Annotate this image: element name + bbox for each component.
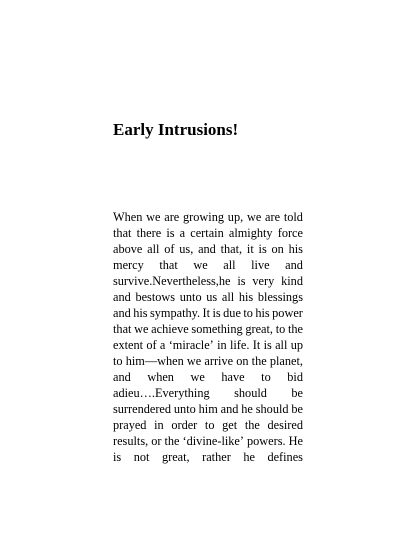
word: ‘miracle’ <box>168 338 214 352</box>
word: should <box>234 386 267 400</box>
word: is <box>263 338 272 352</box>
word: almighty <box>228 226 273 240</box>
word: defines <box>267 450 303 464</box>
word: have <box>221 370 245 384</box>
word: mercy <box>113 258 144 272</box>
word: power <box>272 306 303 320</box>
word: the <box>164 434 180 448</box>
word: planet, <box>269 354 303 368</box>
word: all <box>223 258 236 272</box>
word: kind <box>281 274 303 288</box>
word: is <box>166 226 175 240</box>
word: we <box>193 258 208 272</box>
text-line <box>113 273 303 289</box>
word: that <box>113 226 132 240</box>
text-line <box>113 337 303 353</box>
word: ‘divine-like’ <box>182 434 244 448</box>
word: we <box>146 210 161 224</box>
word: achieve <box>151 322 189 336</box>
word: we <box>246 210 262 224</box>
word: his <box>238 290 254 304</box>
word: due <box>223 306 241 320</box>
word: and <box>285 258 303 272</box>
word: in <box>217 338 227 352</box>
word: that <box>113 322 132 336</box>
word: we <box>190 370 205 384</box>
word: to <box>261 370 271 384</box>
word: on <box>236 354 249 368</box>
word: not <box>133 450 150 464</box>
word: his <box>255 306 270 320</box>
word: are <box>265 210 281 224</box>
word: us, <box>179 242 194 256</box>
word: powers. <box>247 434 286 448</box>
word: to <box>204 418 215 432</box>
word: up, <box>227 210 244 224</box>
word: is <box>212 306 221 320</box>
word: that, <box>220 242 243 256</box>
word: unto <box>179 290 202 304</box>
word: rather <box>202 450 231 464</box>
word: up <box>290 338 303 352</box>
word: should <box>255 402 289 416</box>
word: we <box>134 322 149 336</box>
text-line <box>113 433 303 449</box>
word: adieu….Everything <box>113 386 210 400</box>
word: and <box>198 242 216 256</box>
text-line <box>113 321 303 337</box>
text-line <box>113 225 303 241</box>
word: order <box>171 418 198 432</box>
word: growing <box>183 210 225 224</box>
word: results, <box>113 434 149 448</box>
word: great, <box>245 322 273 336</box>
text-line <box>113 353 303 369</box>
word: desired <box>267 418 303 432</box>
word: surrendered <box>113 402 172 416</box>
text-line <box>113 305 303 321</box>
word: it <box>246 242 254 256</box>
word: there <box>136 226 162 240</box>
word: us <box>206 290 218 304</box>
word: arrive <box>204 354 234 368</box>
word: life. <box>229 338 250 352</box>
chapter-title: Early Intrusions! <box>113 120 239 139</box>
word: It <box>202 306 211 320</box>
word: blessings <box>257 290 303 304</box>
word: in <box>154 418 164 432</box>
word: prayed <box>113 418 147 432</box>
word: we <box>186 354 202 368</box>
word: be <box>291 386 303 400</box>
word: are <box>164 210 180 224</box>
word: and <box>220 402 239 416</box>
word: He <box>288 434 303 448</box>
word: certain <box>190 226 224 240</box>
word: him <box>198 402 218 416</box>
word: is <box>113 450 122 464</box>
word: a <box>179 226 186 240</box>
word: and <box>113 370 131 384</box>
word: of <box>164 242 175 256</box>
word: to <box>275 322 286 336</box>
word: bestows <box>135 290 176 304</box>
word: extent <box>113 338 144 352</box>
word: his <box>133 306 148 320</box>
word: When <box>113 210 143 224</box>
word: the <box>287 322 303 336</box>
word: bid <box>287 370 303 384</box>
body-paragraph <box>113 209 303 465</box>
word: that <box>159 258 178 272</box>
word: told <box>283 210 303 224</box>
word: he <box>241 402 253 416</box>
word: him—when <box>125 354 184 368</box>
word: to <box>113 354 123 368</box>
text-line <box>113 257 303 273</box>
text-line <box>113 241 303 257</box>
text-line <box>113 449 303 465</box>
word: of <box>146 338 157 352</box>
word: all <box>147 242 160 256</box>
word: get <box>222 418 238 432</box>
word: or <box>151 434 162 448</box>
word: a <box>159 338 166 352</box>
text-line <box>113 369 303 385</box>
word: something <box>191 322 243 336</box>
word: very <box>252 274 275 288</box>
text-line <box>113 289 303 305</box>
word: be <box>291 402 303 416</box>
word: all <box>275 338 288 352</box>
word: on <box>271 242 284 256</box>
word: and <box>113 306 131 320</box>
word: unto <box>173 402 196 416</box>
word: all <box>221 290 235 304</box>
text-line <box>113 385 303 401</box>
word: force <box>277 226 303 240</box>
word: It <box>252 338 261 352</box>
text-line <box>113 209 303 225</box>
word: the <box>251 354 267 368</box>
word: great, <box>161 450 190 464</box>
word: survive.Nevertheless,he <box>113 274 231 288</box>
word: his <box>288 242 303 256</box>
word: he <box>243 450 255 464</box>
text-line <box>113 417 303 433</box>
word: is <box>237 274 246 288</box>
word: sympathy. <box>150 306 201 320</box>
word: above <box>113 242 143 256</box>
word: and <box>113 290 131 304</box>
text-line <box>113 401 303 417</box>
word: when <box>147 370 174 384</box>
word: to <box>243 306 253 320</box>
word: the <box>244 418 260 432</box>
word: is <box>258 242 267 256</box>
word: live <box>251 258 270 272</box>
